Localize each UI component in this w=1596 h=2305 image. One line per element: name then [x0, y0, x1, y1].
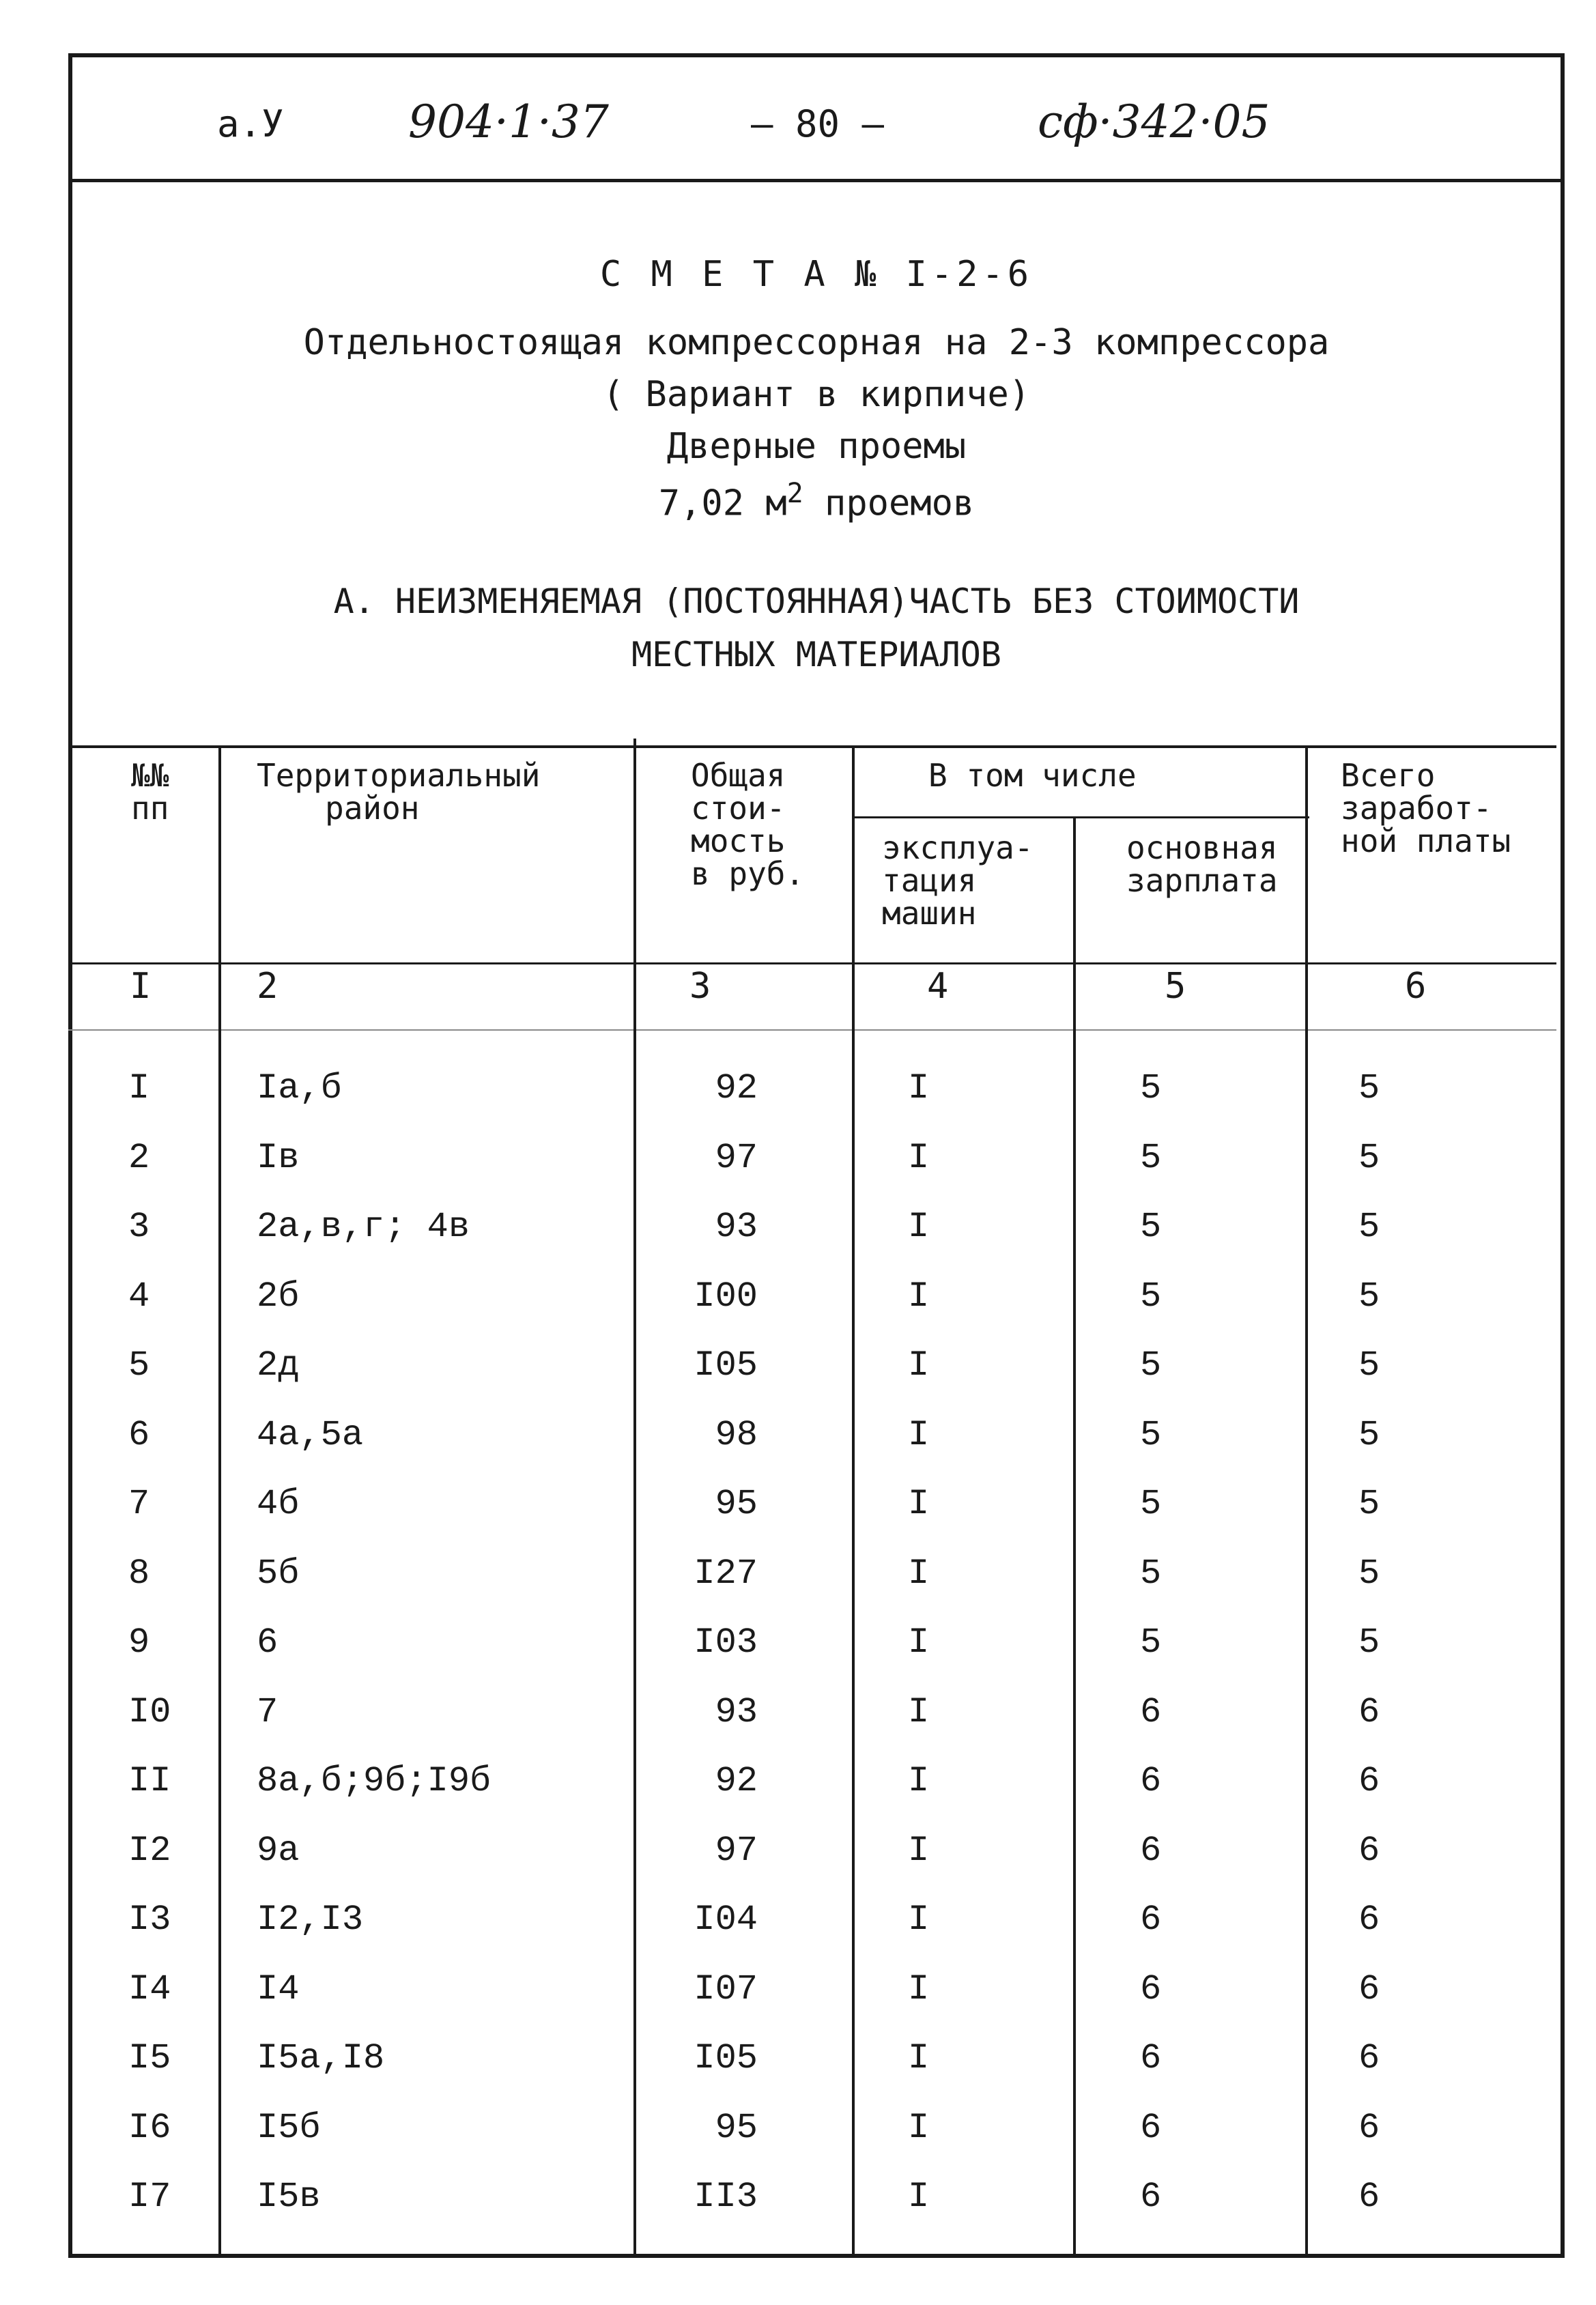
row-region-cell: 2б	[257, 1276, 300, 1317]
row-cost-cell: I05	[694, 1345, 758, 1386]
row-salary-cell: 5	[1140, 1207, 1162, 1247]
row-total-cell: 6	[1358, 1691, 1380, 1732]
title-line-2: Отдельностоящая компрессорная на 2-3 компрессора	[303, 322, 1330, 363]
row-region-cell: 2а,в,г; 4в	[257, 1207, 470, 1247]
row-number-cell: I0	[128, 1691, 171, 1732]
row-salary-cell: 6	[1140, 1761, 1162, 1801]
row-number-cell: 6	[128, 1414, 150, 1455]
colnum-bottom-rule	[68, 1029, 1556, 1031]
row-region-cell: 8а,б;9б;I9б	[257, 1761, 491, 1801]
row-region-cell: 4б	[257, 1484, 300, 1524]
row-salary-cell: 6	[1140, 2177, 1162, 2217]
header-group: В том числе	[928, 757, 1137, 794]
row-cost-cell: 97	[715, 1830, 758, 1871]
row-number-cell: 9	[128, 1622, 150, 1663]
table-row	[0, 1345, 1596, 1414]
table-row	[0, 1831, 1596, 1899]
row-salary-cell: 6	[1140, 1691, 1162, 1732]
row-machines-cell: I	[908, 1414, 930, 1455]
row-region-cell: 6	[257, 1622, 279, 1663]
row-salary-cell: 5	[1140, 1553, 1162, 1594]
row-salary-cell: 6	[1140, 1830, 1162, 1871]
header-region: Территориальный район	[257, 757, 541, 827]
row-region-cell: Iв	[257, 1137, 300, 1178]
row-machines-cell: I	[908, 1761, 930, 1801]
title-line-4: Дверные проемы	[666, 426, 967, 467]
colnum-6: 6	[1405, 966, 1427, 1007]
header-num: №№ пп	[131, 757, 169, 827]
header-bottom-rule	[68, 962, 1556, 964]
row-total-cell: 5	[1358, 1553, 1380, 1594]
row-total-cell: 6	[1358, 1968, 1380, 2009]
row-machines-cell: I	[908, 1484, 930, 1524]
row-number-cell: I6	[128, 2107, 171, 2148]
row-number-cell: I4	[128, 1968, 171, 2009]
row-machines-cell: I	[908, 1207, 930, 1247]
row-number-cell: I2	[128, 1830, 171, 1871]
row-cost-cell: I07	[694, 1968, 758, 2009]
row-total-cell: 6	[1358, 2107, 1380, 2148]
row-total-cell: 6	[1358, 2177, 1380, 2217]
row-region-cell: Iа,б	[257, 1068, 342, 1108]
row-total-cell: 6	[1358, 1900, 1380, 1940]
table-row	[0, 1276, 1596, 1345]
row-salary-cell: 5	[1140, 1414, 1162, 1455]
table-row	[0, 1484, 1596, 1552]
table-row	[0, 1415, 1596, 1483]
row-number-cell: 8	[128, 1553, 150, 1594]
header-salary: основная зарплата	[1126, 829, 1278, 899]
row-number-cell: I7	[128, 2177, 171, 2217]
row-total-cell: 5	[1358, 1137, 1380, 1178]
header-right-code: сф·342·05	[1038, 96, 1270, 148]
row-salary-cell: 6	[1140, 2107, 1162, 2148]
colnum-5: 5	[1165, 966, 1186, 1007]
row-cost-cell: 95	[715, 1484, 758, 1524]
row-salary-cell: 5	[1140, 1137, 1162, 1178]
row-cost-cell: 93	[715, 1691, 758, 1732]
area-value: 7,02 м	[658, 483, 787, 524]
row-number-cell: 7	[128, 1484, 150, 1524]
row-salary-cell: 6	[1140, 1900, 1162, 1940]
row-number-cell: I3	[128, 1900, 171, 1940]
row-machines-cell: I	[908, 1553, 930, 1594]
row-number-cell: 4	[128, 1276, 150, 1317]
table-top-border	[68, 745, 1556, 748]
row-machines-cell: I	[908, 1068, 930, 1108]
row-region-cell: 5б	[257, 1553, 300, 1594]
title-line-3: ( Вариант в кирпиче)	[602, 374, 1031, 415]
table-row	[0, 1969, 1596, 2037]
row-salary-cell: 5	[1140, 1345, 1162, 1386]
row-number-cell: I	[128, 1068, 150, 1108]
title-line-5	[68, 478, 1565, 524]
row-machines-cell: I	[908, 1622, 930, 1663]
colnum-3: 3	[689, 966, 711, 1007]
area-rest: проемов	[803, 483, 975, 524]
row-region-cell: 2д	[257, 1345, 300, 1386]
colnum-2: 2	[257, 966, 279, 1007]
row-region-cell: I5в	[257, 2177, 321, 2217]
header-total: Всего заработ- ной платы	[1341, 757, 1511, 859]
header-doc-number: 904·1·37	[408, 96, 609, 148]
row-cost-cell: 92	[715, 1068, 758, 1108]
row-number-cell: 2	[128, 1137, 150, 1178]
header-divider	[68, 179, 1565, 182]
row-machines-cell: I	[908, 1900, 930, 1940]
table-row	[0, 1138, 1596, 1206]
row-machines-cell: I	[908, 1276, 930, 1317]
row-number-cell: II	[128, 1761, 171, 1801]
row-machines-cell: I	[908, 2177, 930, 2217]
estimate-title: С М Е Т А № I-2-6	[599, 254, 1034, 295]
row-number-cell: 5	[128, 1345, 150, 1386]
row-cost-cell: I00	[694, 1276, 758, 1317]
row-region-cell: 7	[257, 1691, 279, 1732]
row-cost-cell: 98	[715, 1414, 758, 1455]
row-cost-cell: I27	[694, 1553, 758, 1594]
row-number-cell: I5	[128, 2038, 171, 2078]
row-salary-cell: 5	[1140, 1068, 1162, 1108]
row-region-cell: 4а,5а	[257, 1414, 364, 1455]
row-machines-cell: I	[908, 1968, 930, 2009]
row-salary-cell: 5	[1140, 1276, 1162, 1317]
table-row	[0, 2177, 1596, 2245]
row-cost-cell: I05	[694, 2038, 758, 2078]
row-number-cell: 3	[128, 1207, 150, 1247]
row-region-cell: I2,I3	[257, 1900, 364, 1940]
header-page-number: – 80 –	[751, 102, 885, 145]
table-row	[0, 1207, 1596, 1275]
row-total-cell: 5	[1358, 1068, 1380, 1108]
header-cost: Общая стои- мость в руб.	[691, 757, 805, 892]
row-cost-cell: 95	[715, 2107, 758, 2148]
row-cost-cell: 93	[715, 1207, 758, 1247]
row-cost-cell: 97	[715, 1137, 758, 1178]
row-total-cell: 5	[1358, 1484, 1380, 1524]
row-total-cell: 6	[1358, 2038, 1380, 2078]
table-row	[0, 1761, 1596, 1829]
row-region-cell: I5б	[257, 2107, 321, 2148]
row-machines-cell: I	[908, 1691, 930, 1732]
table-row	[0, 1068, 1596, 1136]
row-cost-cell: 92	[715, 1761, 758, 1801]
group-header-rule	[853, 816, 1309, 818]
row-region-cell: 9а	[257, 1830, 300, 1871]
row-region-cell: I4	[257, 1968, 300, 2009]
row-cost-cell: I04	[694, 1900, 758, 1940]
row-cost-cell: I03	[694, 1622, 758, 1663]
table-row	[0, 1554, 1596, 1622]
row-salary-cell: 6	[1140, 1968, 1162, 2009]
header-machines: эксплуа- тация машин	[882, 829, 1034, 932]
row-total-cell: 5	[1358, 1345, 1380, 1386]
row-salary-cell: 5	[1140, 1622, 1162, 1663]
row-total-cell: 6	[1358, 1761, 1380, 1801]
row-total-cell: 5	[1358, 1622, 1380, 1663]
row-cost-cell: II3	[694, 2177, 758, 2217]
colnum-1: I	[130, 966, 152, 1007]
section-heading-2: МЕСТНЫХ МАТЕРИАЛОВ	[631, 635, 1001, 674]
table-row	[0, 1692, 1596, 1760]
row-total-cell: 5	[1358, 1207, 1380, 1247]
row-machines-cell: I	[908, 1830, 930, 1871]
colnum-4: 4	[927, 966, 949, 1007]
table-row	[0, 2038, 1596, 2106]
row-total-cell: 5	[1358, 1276, 1380, 1317]
row-machines-cell: I	[908, 2038, 930, 2078]
row-salary-cell: 6	[1140, 2038, 1162, 2078]
table-row	[0, 1622, 1596, 1691]
row-total-cell: 6	[1358, 1830, 1380, 1871]
header-left-code: а.У	[217, 102, 284, 145]
table-row	[0, 1900, 1596, 1968]
row-machines-cell: I	[908, 2107, 930, 2148]
row-salary-cell: 5	[1140, 1484, 1162, 1524]
section-heading-1: А. НЕИЗМЕНЯЕМАЯ (ПОСТОЯННАЯ)ЧАСТЬ БЕЗ СТОИМОСТИ	[333, 582, 1300, 621]
table-row	[0, 2108, 1596, 2176]
area-unit-sup: 2	[786, 478, 803, 509]
row-machines-cell: I	[908, 1137, 930, 1178]
row-machines-cell: I	[908, 1345, 930, 1386]
row-total-cell: 5	[1358, 1414, 1380, 1455]
row-region-cell: I5а,I8	[257, 2038, 385, 2078]
